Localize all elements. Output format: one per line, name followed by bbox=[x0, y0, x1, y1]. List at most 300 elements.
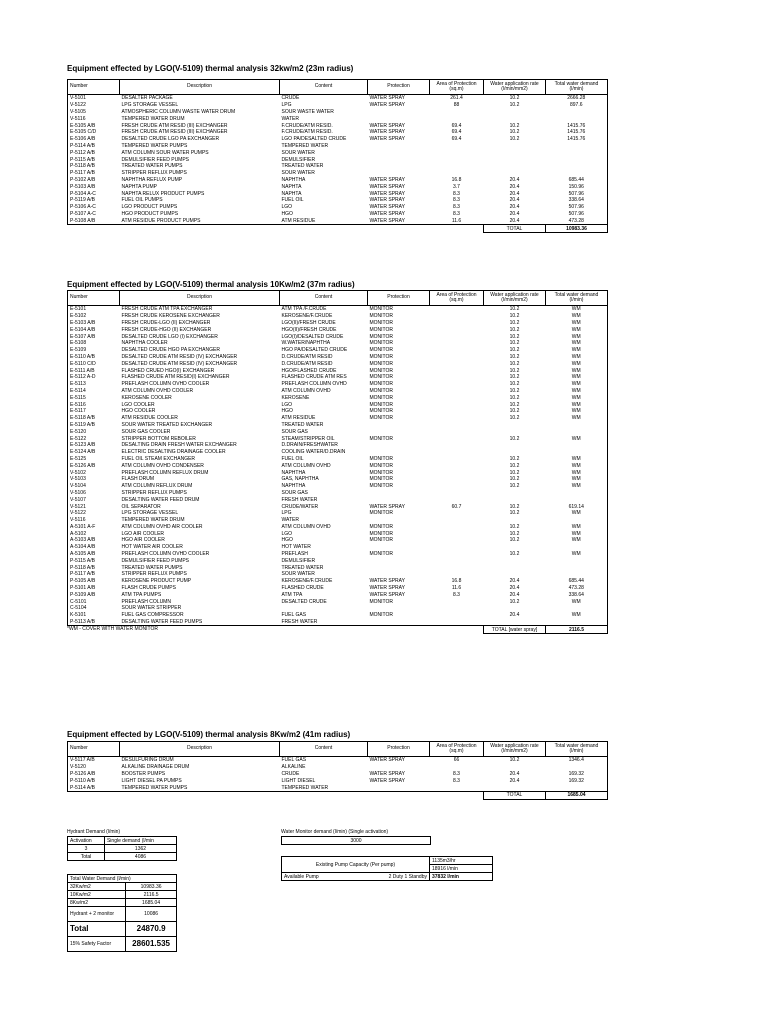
table-cell bbox=[484, 619, 546, 626]
section2-table bbox=[67, 290, 608, 634]
table-cell: FUEL GAS COMPRESSOR bbox=[121, 612, 184, 619]
table-row bbox=[68, 177, 608, 184]
table-cell: 20.4 bbox=[509, 591, 520, 598]
table-cell: E-5105 A/B bbox=[68, 122, 120, 129]
table-cell: 1346.4 bbox=[546, 757, 608, 764]
table-cell: WM bbox=[546, 469, 608, 476]
table-cell: WATER SPRAY bbox=[369, 197, 405, 204]
table-cell: MONITOR bbox=[369, 313, 394, 320]
table-cell bbox=[368, 564, 430, 571]
table-cell: TREATED WATER bbox=[281, 421, 324, 428]
table-cell: FUEL OIL STEAM EXCHANGER bbox=[121, 455, 196, 462]
table-cell bbox=[546, 442, 608, 449]
table-cell bbox=[280, 605, 368, 612]
table-cell: 507.96 bbox=[546, 211, 608, 218]
table-row bbox=[68, 149, 608, 156]
table-cell: 169.32 bbox=[546, 777, 608, 784]
table-cell: STRIPPER REFLUX PUMPS bbox=[121, 170, 187, 177]
table-cell: FRESH CRUDE-HGO (II) EXCHANGER bbox=[121, 326, 212, 333]
table-cell bbox=[546, 784, 608, 791]
section3-body bbox=[68, 757, 608, 800]
table-cell: DESALTED CRUDE bbox=[281, 598, 327, 605]
table-cell: LGO PRODUCT PUMPS bbox=[121, 204, 178, 211]
table-cell: 10.2 bbox=[509, 469, 520, 476]
table-cell: 473.28 bbox=[546, 217, 608, 224]
column-header: Description bbox=[120, 80, 280, 95]
table-cell: E-5105 C/D bbox=[68, 129, 120, 136]
table-cell: WM bbox=[546, 394, 608, 401]
table-cell: FRESH WATER bbox=[280, 619, 368, 626]
table-cell bbox=[368, 784, 430, 791]
table-cell bbox=[484, 496, 546, 503]
table-cell bbox=[368, 428, 430, 435]
table-cell bbox=[484, 428, 546, 435]
table-cell: WATER SPRAY bbox=[369, 503, 405, 510]
table-cell: 10.2 bbox=[509, 435, 520, 442]
table-cell bbox=[430, 605, 484, 612]
table-cell: MONITOR bbox=[369, 462, 394, 469]
table-cell: WM bbox=[546, 476, 608, 483]
table-cell: A-5102 bbox=[68, 530, 120, 537]
table-cell bbox=[484, 115, 546, 122]
table-cell: WATER SPRAY bbox=[369, 190, 405, 197]
table-cell: WM bbox=[546, 354, 608, 361]
total-value: 10983.36 bbox=[546, 225, 608, 233]
table-cell bbox=[430, 442, 484, 449]
table-row bbox=[68, 129, 608, 136]
table-cell: 10.2 bbox=[509, 510, 520, 517]
table-cell bbox=[430, 537, 484, 544]
table-cell bbox=[430, 496, 484, 503]
table-cell: MONITOR bbox=[369, 476, 394, 483]
table-cell: 20.4 bbox=[509, 777, 520, 784]
table-cell: OIL SEPARATOR bbox=[121, 503, 161, 510]
table-cell bbox=[430, 435, 484, 442]
table-cell bbox=[430, 313, 484, 320]
table-row bbox=[68, 197, 608, 204]
section2-body bbox=[68, 306, 608, 634]
table-cell: LGO(I)/DESALTED CRUDE bbox=[281, 333, 344, 340]
table-cell: E-5110 A/B bbox=[68, 354, 120, 361]
table-row bbox=[68, 95, 608, 102]
table-cell bbox=[368, 449, 430, 456]
table-cell: D.CRUDE/ATM RESID bbox=[281, 360, 333, 367]
table-cell: 1415.76 bbox=[546, 122, 608, 129]
total-water-row bbox=[68, 907, 177, 922]
table-cell: TREATED WATER PUMPS bbox=[121, 163, 183, 170]
table-cell: 10.2 bbox=[509, 381, 520, 388]
table-cell: WATER SPRAY bbox=[369, 95, 405, 102]
table-cell: 10.2 bbox=[509, 530, 520, 537]
hydrant-total: 4086 bbox=[104, 853, 176, 861]
section2-header-row bbox=[68, 291, 608, 306]
table-cell: WM bbox=[546, 306, 608, 313]
table-cell: PREFLASH bbox=[281, 551, 308, 558]
table-cell: 169.32 bbox=[546, 771, 608, 778]
table-cell: P-5117 A/B bbox=[68, 571, 120, 578]
table-cell bbox=[430, 551, 484, 558]
pump-existing-label: Existing Pump Capacity (Per pump) bbox=[282, 857, 430, 873]
table-row bbox=[68, 170, 608, 177]
table-row bbox=[68, 578, 608, 585]
table-cell: WM bbox=[546, 381, 608, 388]
table-cell bbox=[430, 612, 484, 619]
table-cell: 66 bbox=[453, 757, 460, 764]
section1-title: Equipment effected by LGO(V-5109) thermal analysis 32kw/m2 (23m radius) bbox=[67, 64, 354, 73]
table-cell: LGO COOLER bbox=[121, 401, 155, 408]
table-cell: DEMULSIFIER bbox=[281, 557, 316, 564]
table-cell: ATMOSPHERIC COLUMN WASTE WATER DRUM bbox=[121, 108, 236, 115]
table-cell: WATER SPRAY bbox=[369, 777, 405, 784]
table-row bbox=[68, 557, 608, 564]
table-cell bbox=[484, 163, 546, 170]
total-water-row bbox=[68, 891, 177, 899]
table-cell bbox=[430, 490, 484, 497]
table-cell bbox=[368, 109, 430, 116]
table-row bbox=[68, 435, 608, 442]
table-cell bbox=[430, 422, 484, 429]
table-row bbox=[68, 551, 608, 558]
table-cell: 10.2 bbox=[509, 353, 520, 360]
table-cell bbox=[430, 415, 484, 422]
table-cell bbox=[430, 326, 484, 333]
table-cell: 10.2 bbox=[509, 476, 520, 483]
table-cell: 20.4 bbox=[509, 585, 520, 592]
empty-cell bbox=[430, 626, 484, 634]
total-water-total-label: Total bbox=[68, 922, 126, 937]
table-cell: HGO(II)/FRESH CRUDE bbox=[281, 326, 337, 333]
table-cell: LGO bbox=[281, 204, 293, 211]
table-cell bbox=[430, 333, 484, 340]
table-cell: ATM COLUMN OVHD bbox=[281, 462, 331, 469]
total-water-label: Hydrant + 2 monitor bbox=[68, 907, 126, 922]
hydrant-activation-label: Activation bbox=[68, 837, 105, 845]
table-cell bbox=[546, 156, 608, 163]
column-header: Protection bbox=[368, 291, 430, 306]
table-cell: FRESH CRUDE KEROSENE EXCHANGER bbox=[121, 313, 220, 320]
table-cell: WM bbox=[546, 530, 608, 537]
table-cell: 2666.28 bbox=[546, 95, 608, 102]
table-cell: 8.3 bbox=[453, 197, 460, 204]
table-cell: MONITOR bbox=[369, 523, 394, 530]
table-row bbox=[68, 771, 608, 778]
table-cell: 8.3 bbox=[453, 210, 460, 217]
table-cell bbox=[546, 449, 608, 456]
table-cell: MONITOR bbox=[369, 469, 394, 476]
table-cell bbox=[368, 115, 430, 122]
total-label: TOTAL bbox=[484, 225, 546, 233]
table-cell: ATM COLUMN REFLUX DRUM bbox=[121, 483, 193, 490]
table-cell: 16.8 bbox=[451, 578, 462, 585]
table-cell: ALKALINE DRAINAGE DRUM bbox=[121, 764, 190, 771]
table-cell: MONITOR bbox=[369, 612, 394, 619]
table-cell: LGO(II)/FRESH CRUDE bbox=[281, 319, 336, 326]
table-cell: FLASHED CRUED HGO(I) EXCHANGER bbox=[121, 367, 215, 374]
table-cell: E-5126 A/B bbox=[68, 462, 120, 469]
table-row bbox=[68, 394, 608, 401]
table-cell: ATM RESIDUE bbox=[281, 415, 316, 422]
total-water-total: 24870.9 bbox=[126, 922, 177, 937]
table-cell: LGO PA/DESALTED CRUDE bbox=[281, 136, 347, 143]
table-cell: 10.2 bbox=[509, 387, 520, 394]
table-cell: WM bbox=[546, 435, 608, 442]
table-cell: WM bbox=[546, 374, 608, 381]
table-cell: MONITOR bbox=[369, 367, 394, 374]
table-row bbox=[68, 360, 608, 367]
table-cell: ATM RESIDUE bbox=[280, 217, 368, 224]
table-cell: E-5101 bbox=[68, 306, 120, 313]
table-cell: A-5103 A/B bbox=[68, 537, 120, 544]
table-cell bbox=[546, 143, 608, 150]
table-row bbox=[68, 374, 608, 381]
table-cell: 20.4 bbox=[509, 770, 520, 777]
table-cell: TEMPERED WATER DRUM bbox=[121, 517, 185, 524]
column-header: Description bbox=[120, 291, 280, 306]
column-header: Water application rate (l/min/mm2) bbox=[484, 291, 546, 306]
table-cell: WM bbox=[546, 320, 608, 327]
table-row bbox=[68, 115, 608, 122]
table-cell bbox=[430, 340, 484, 347]
table-cell: FUEL OIL bbox=[281, 455, 304, 462]
table-cell bbox=[546, 428, 608, 435]
empty-cell bbox=[280, 225, 368, 233]
table-cell: 10.2 bbox=[509, 374, 520, 381]
column-header: Total water demand (l/min) bbox=[546, 742, 608, 757]
table-cell bbox=[430, 476, 484, 483]
table-cell: LPG STORAGE VESSEL bbox=[121, 102, 179, 109]
table-cell bbox=[430, 360, 484, 367]
table-cell bbox=[484, 517, 546, 524]
table-cell: P-5106 A-C bbox=[68, 204, 120, 211]
table-cell: MONITOR bbox=[369, 360, 394, 367]
table-row bbox=[68, 476, 608, 483]
table-cell: E-5106 A/B bbox=[68, 136, 120, 143]
table-cell bbox=[368, 163, 430, 170]
table-row bbox=[68, 757, 608, 764]
table-cell: P-5103 A/B bbox=[68, 183, 120, 190]
table-cell: WM bbox=[546, 551, 608, 558]
table-cell: 20.4 bbox=[509, 197, 520, 204]
table-cell: A-5105 A/B bbox=[68, 551, 120, 558]
table-cell: 685.44 bbox=[546, 578, 608, 585]
hydrant-activation: 3 bbox=[68, 845, 105, 853]
table-cell: NAPHTHA COOLER bbox=[121, 340, 168, 347]
table-cell: WATER SPRAY bbox=[369, 757, 405, 764]
table-cell: P-5119 A/B bbox=[68, 197, 120, 204]
table-cell bbox=[484, 544, 546, 551]
table-cell bbox=[430, 564, 484, 571]
table-cell bbox=[430, 524, 484, 531]
table-cell: E-5102 bbox=[68, 313, 120, 320]
table-cell: E-5112 A-D bbox=[68, 374, 120, 381]
table-cell: WM bbox=[546, 340, 608, 347]
table-row bbox=[68, 326, 608, 333]
total-water-label: 10Kw/m2 bbox=[68, 891, 126, 899]
table-cell: BOOSTER PUMPS bbox=[121, 770, 166, 777]
table-cell bbox=[430, 598, 484, 605]
table-cell bbox=[430, 764, 484, 771]
table-cell: MONITOR bbox=[369, 408, 394, 415]
table-cell bbox=[546, 496, 608, 503]
table-cell bbox=[430, 784, 484, 791]
table-cell: CRUDE bbox=[281, 95, 300, 102]
table-cell: HGO bbox=[281, 210, 293, 217]
table-row bbox=[68, 401, 608, 408]
hydrant-single-label: Single demand (l/min bbox=[104, 837, 176, 845]
table-cell bbox=[430, 170, 484, 177]
table-cell: MONITOR bbox=[369, 353, 394, 360]
table-cell: WATER SPRAY bbox=[369, 578, 405, 585]
table-row bbox=[68, 598, 608, 605]
table-cell bbox=[368, 442, 430, 449]
table-cell: 10.2 bbox=[509, 757, 520, 764]
table-cell: P-5115 A/B bbox=[68, 156, 120, 163]
table-cell: ALKALINE bbox=[281, 764, 306, 771]
column-header: Number bbox=[68, 742, 120, 757]
table-cell: SOUR GAS bbox=[281, 428, 308, 435]
table-cell: TREATED WATER bbox=[281, 163, 324, 170]
table-cell: SOUR WATER bbox=[281, 170, 315, 177]
table-cell: DESALTED CRUDE ATM RESID (IV) EXCHANGER bbox=[121, 360, 238, 367]
table-cell: MONITOR bbox=[369, 387, 394, 394]
table-cell: 10.2 bbox=[509, 503, 520, 510]
table-cell bbox=[546, 163, 608, 170]
table-cell: E-5117 bbox=[68, 408, 120, 415]
table-cell: WM bbox=[546, 612, 608, 619]
table-row bbox=[68, 591, 608, 598]
empty-cell bbox=[368, 626, 430, 634]
table-cell: WATER SPRAY bbox=[368, 217, 430, 224]
table-cell: V-5116 bbox=[68, 115, 120, 122]
table-cell bbox=[430, 394, 484, 401]
table-cell: KEROSENE/F.CRUDE bbox=[281, 578, 333, 585]
table-cell: KEROSENE PRODUCT PUMP bbox=[121, 578, 192, 585]
table-cell: P-5113 A/B bbox=[68, 619, 120, 626]
table-cell: SOUR GAS COOLER bbox=[121, 428, 171, 435]
table-cell: 1415.76 bbox=[546, 129, 608, 136]
table-cell: TEMPERED WATER PUMPS bbox=[120, 784, 280, 791]
column-header: Area of Protection (sq.m) bbox=[430, 80, 484, 95]
table-cell: LIGHT DIESEL PA PUMPS bbox=[121, 777, 182, 784]
table-row bbox=[68, 777, 608, 784]
total-water-table bbox=[67, 874, 177, 952]
table-cell: ATM TPA PUMPS bbox=[121, 591, 162, 598]
table-cell: 69.4 bbox=[451, 129, 462, 136]
table-cell bbox=[430, 381, 484, 388]
table-cell: 10.2 bbox=[509, 455, 520, 462]
table-cell: WM bbox=[546, 401, 608, 408]
table-cell: P-5112 A/B bbox=[68, 149, 120, 156]
table-cell: WM bbox=[546, 360, 608, 367]
table-cell: LGO bbox=[281, 401, 293, 408]
hydrant-single: 1362 bbox=[104, 845, 176, 853]
table-row bbox=[68, 428, 608, 435]
table-cell: FRESH CRUDE ATM RESID (III) EXCHANGER bbox=[121, 129, 228, 136]
table-cell: 10.2 bbox=[509, 95, 520, 102]
table-cell: 10.2 bbox=[509, 367, 520, 374]
table-cell: 10.2 bbox=[509, 483, 520, 490]
table-cell bbox=[430, 544, 484, 551]
table-cell: MONITOR bbox=[369, 530, 394, 537]
table-cell: 10.2 bbox=[509, 340, 520, 347]
table-cell bbox=[546, 764, 608, 771]
table-cell: FLASH CRUDE PUMPS bbox=[121, 585, 176, 592]
table-row bbox=[68, 442, 608, 449]
table-cell: V-5121 bbox=[68, 503, 120, 510]
table-row bbox=[68, 483, 608, 490]
table-cell: A-5104 A/B bbox=[68, 544, 120, 551]
column-header: Area of Protection (sq.m) bbox=[430, 291, 484, 306]
table-cell: TEMPERED WATER DRUM bbox=[121, 115, 185, 122]
column-header: Number bbox=[68, 80, 120, 95]
total-water-row bbox=[68, 899, 177, 907]
table-cell bbox=[430, 401, 484, 408]
table-cell: P-5101 A/B bbox=[68, 585, 120, 592]
table-row bbox=[68, 190, 608, 197]
empty-cell bbox=[280, 626, 368, 634]
safety-factor-value: 28601.535 bbox=[126, 937, 177, 952]
table-cell: TREATED WATER bbox=[281, 564, 324, 571]
table-cell: TEMPERED WATER bbox=[281, 142, 329, 149]
empty-cell bbox=[68, 791, 120, 799]
section1-table bbox=[67, 79, 608, 233]
table-cell bbox=[368, 490, 430, 497]
table-row bbox=[68, 784, 608, 791]
table-cell: E-5124 A/B bbox=[68, 449, 120, 456]
table-cell: MONITOR bbox=[369, 326, 394, 333]
table-cell: V-5103 bbox=[68, 476, 120, 483]
table-cell: MONITOR bbox=[369, 435, 394, 442]
table-cell: 10.2 bbox=[509, 326, 520, 333]
table-cell: TREATED WATER PUMPS bbox=[121, 564, 183, 571]
total-water-value: 10086 bbox=[126, 907, 177, 922]
empty-cell bbox=[120, 225, 280, 233]
table-cell: F.CRUDE/ATM RESID. bbox=[281, 129, 333, 136]
table-cell bbox=[368, 557, 430, 564]
monitor-table bbox=[281, 836, 431, 845]
column-header: Content bbox=[280, 80, 368, 95]
total-row bbox=[68, 225, 608, 233]
table-cell: STRIPPER BOTTOM REBOILER bbox=[121, 435, 196, 442]
table-cell: WM bbox=[546, 415, 608, 422]
table-row bbox=[68, 612, 608, 619]
table-cell: FUEL OIL PUMPS bbox=[121, 197, 163, 204]
table-cell: C-5101 bbox=[68, 598, 120, 605]
table-cell: 10.2 bbox=[509, 319, 520, 326]
total-row bbox=[68, 791, 608, 799]
table-cell: V-5101 bbox=[68, 95, 120, 102]
empty-cell bbox=[368, 791, 430, 799]
table-cell: 69.4 bbox=[451, 136, 462, 143]
empty-cell bbox=[368, 225, 430, 233]
table-cell: WATER SPRAY bbox=[369, 210, 405, 217]
table-row bbox=[68, 469, 608, 476]
table-cell bbox=[546, 490, 608, 497]
table-cell bbox=[484, 422, 546, 429]
table-cell: 10.2 bbox=[509, 313, 520, 320]
table-cell: FUEL OIL bbox=[281, 197, 304, 204]
table-cell: WM bbox=[546, 367, 608, 374]
table-cell: WM bbox=[546, 537, 608, 544]
table-row bbox=[68, 333, 608, 340]
total-water-row bbox=[68, 883, 177, 891]
table-cell: WM bbox=[546, 483, 608, 490]
table-cell: 10.2 bbox=[509, 401, 520, 408]
table-cell: FUEL GAS bbox=[281, 757, 307, 764]
column-header: Water application rate (l/min/mm2) bbox=[484, 80, 546, 95]
table-cell bbox=[546, 115, 608, 122]
table-cell bbox=[368, 619, 430, 626]
